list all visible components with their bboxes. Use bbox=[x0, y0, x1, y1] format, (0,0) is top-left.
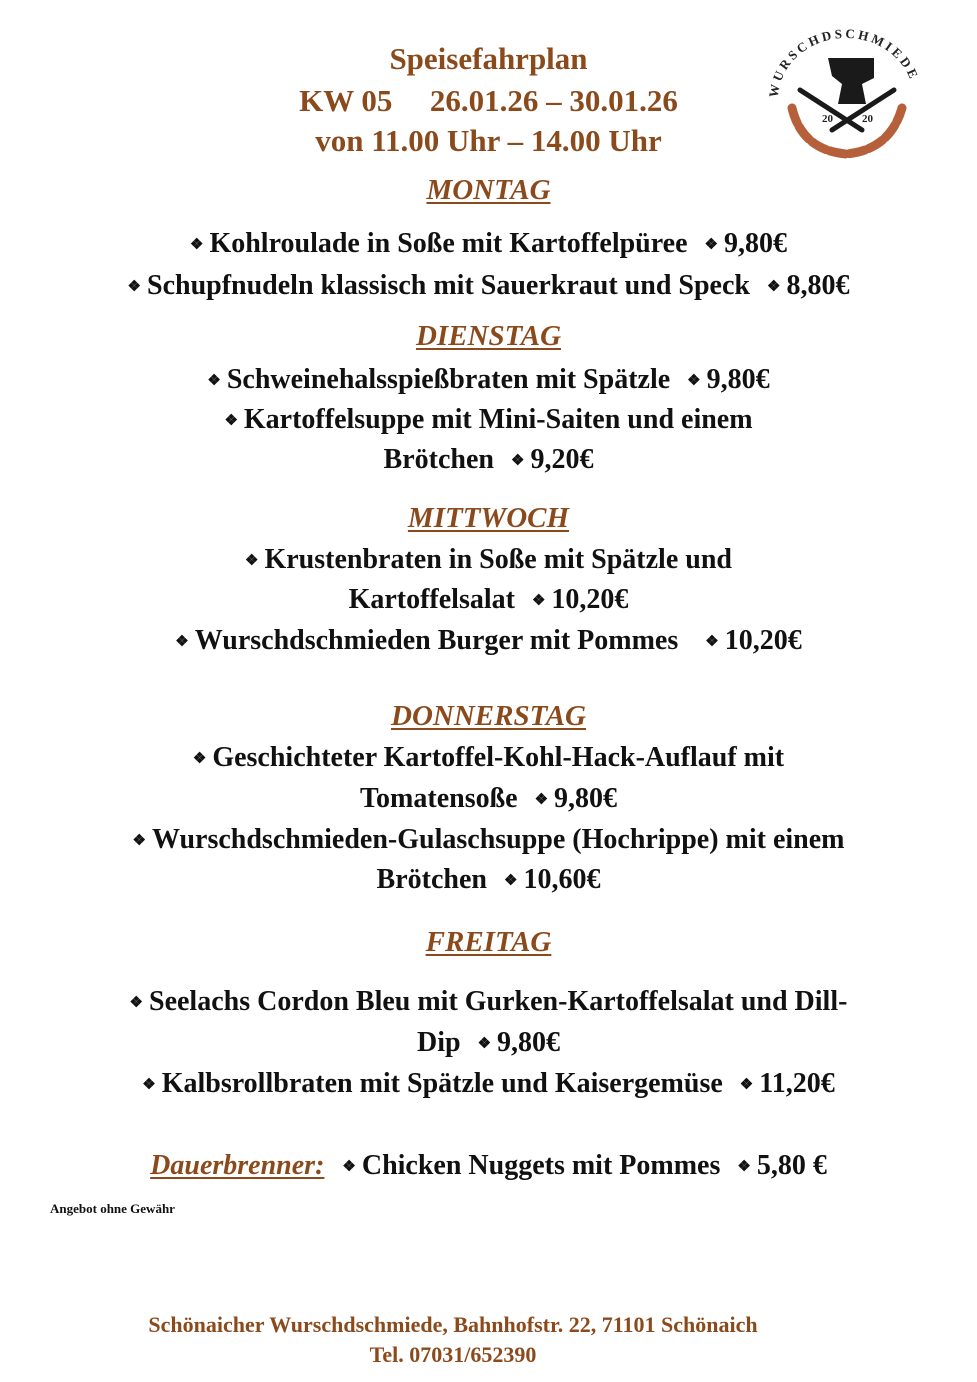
bullet-icon: ❖ bbox=[192, 751, 207, 767]
price: 8,80€ bbox=[786, 270, 850, 301]
dauerbrenner-label: Dauerbrenner: bbox=[150, 1150, 325, 1181]
price: 5,80 € bbox=[756, 1150, 827, 1181]
date-range: 26.01.26 – 30.01.26 bbox=[429, 83, 678, 118]
logo-year-right: 20 bbox=[862, 113, 873, 125]
opening-hours: von 11.00 Uhr – 14.00 Uhr bbox=[315, 123, 662, 158]
day-heading-freitag: FREITAG bbox=[425, 926, 552, 958]
menu-line: ❖ Schupfnudeln klassisch mit Sauerkraut und Speck ❖ 8,80€ bbox=[127, 270, 850, 301]
menu-line: Dip ❖ 9,80€ bbox=[416, 1027, 561, 1058]
menu-line: ❖ Kohlroulade in Soße mit Kartoffelpüree ❖ 9,80€ bbox=[190, 228, 787, 259]
sausage-ring-icon bbox=[792, 108, 902, 154]
bullet-icon: ❖ bbox=[687, 373, 701, 389]
week-label: KW 05 bbox=[299, 83, 393, 118]
bullet-icon: ❖ bbox=[531, 593, 546, 609]
price: 9,80€ bbox=[497, 1027, 561, 1058]
logo-year-left: 20 bbox=[822, 113, 833, 125]
anvil-icon bbox=[828, 58, 874, 104]
menu-line: ❖ Kalbsrollbraten mit Spätzle und Kaisergemüse ❖ 11,20€ bbox=[142, 1068, 835, 1099]
day-heading-montag: MONTAG bbox=[426, 174, 551, 206]
bullet-icon: ❖ bbox=[342, 1159, 356, 1175]
bullet-icon: ❖ bbox=[190, 237, 204, 253]
price: 11,20€ bbox=[759, 1068, 835, 1099]
bullet-icon: ❖ bbox=[737, 1159, 751, 1175]
day-heading-dienstag: DIENSTAG bbox=[415, 320, 562, 352]
price: 10,20€ bbox=[724, 625, 802, 656]
menu-line: ❖ Geschichteter Kartoffel-Kohl-Hack-Auflauf mit bbox=[192, 742, 785, 773]
day-heading-mittwoch: MITTWOCH bbox=[407, 502, 570, 534]
footer-address: Schönaicher Wurschdschmiede, Bahnhofstr. 22, 71101 Schönaich bbox=[148, 1312, 758, 1337]
bullet-icon: ❖ bbox=[224, 413, 238, 429]
bullet-icon: ❖ bbox=[142, 1077, 156, 1093]
bullet-icon: ❖ bbox=[127, 279, 141, 295]
bullet-icon: ❖ bbox=[245, 553, 259, 569]
menu-line: ❖ Schweinehalsspießbraten mit Spätzle ❖ 9,80€ bbox=[207, 364, 770, 395]
bullet-icon: ❖ bbox=[477, 1036, 492, 1052]
wurschdschmiede-logo bbox=[762, 18, 930, 168]
dauerbrenner-line: Dauerbrenner: ❖ Chicken Nuggets mit Pommes ❖ 5,80 € bbox=[150, 1150, 827, 1181]
price: 10,20€ bbox=[551, 584, 629, 615]
menu-line: ❖ Wurschdschmieden-Gulaschsuppe (Hochrippe) mit einem bbox=[132, 824, 845, 855]
menu-line: Brötchen ❖ 10,60€ bbox=[376, 864, 601, 895]
price: 9,80€ bbox=[723, 228, 787, 259]
price: 9,80€ bbox=[554, 783, 618, 814]
bullet-icon: ❖ bbox=[129, 995, 143, 1011]
price: 9,20€ bbox=[530, 444, 594, 475]
day-heading-donnerstag: DONNERSTAG bbox=[391, 700, 586, 732]
price: 10,60€ bbox=[523, 864, 601, 895]
menu-line: Kartoffelsalat ❖ 10,20€ bbox=[348, 584, 629, 615]
page-title: Speisefahrplan bbox=[389, 41, 588, 76]
disclaimer: Angebot ohne Gewähr bbox=[50, 1201, 175, 1216]
price: 9,80€ bbox=[706, 364, 770, 395]
bullet-icon: ❖ bbox=[510, 453, 525, 469]
menu-line: Tomatensoße ❖ 9,80€ bbox=[359, 783, 618, 814]
bullet-icon: ❖ bbox=[766, 279, 781, 295]
bullet-icon: ❖ bbox=[705, 634, 719, 650]
bullet-icon: ❖ bbox=[739, 1077, 754, 1093]
bullet-icon: ❖ bbox=[175, 634, 189, 650]
bullet-icon: ❖ bbox=[534, 792, 549, 808]
menu-line: ❖ Krustenbraten in Soße mit Spätzle und bbox=[245, 544, 732, 575]
logo-text: WURSCHDSCHMIEDE bbox=[765, 25, 923, 99]
footer-phone: Tel. 07031/652390 bbox=[369, 1342, 537, 1367]
menu-line: ❖ Kartoffelsuppe mit Mini-Saiten und einem bbox=[224, 404, 753, 435]
bullet-icon: ❖ bbox=[704, 237, 718, 253]
menu-line: Brötchen ❖ 9,20€ bbox=[383, 444, 594, 475]
menu-line: ❖ Wurschdschmieden Burger mit Pommes ❖ 10,20€ bbox=[175, 625, 802, 656]
menu-line: ❖ Seelachs Cordon Bleu mit Gurken-Kartoffelsalat und Dill- bbox=[129, 986, 848, 1017]
bullet-icon: ❖ bbox=[132, 833, 146, 849]
bullet-icon: ❖ bbox=[503, 873, 518, 889]
bullet-icon: ❖ bbox=[207, 373, 221, 389]
